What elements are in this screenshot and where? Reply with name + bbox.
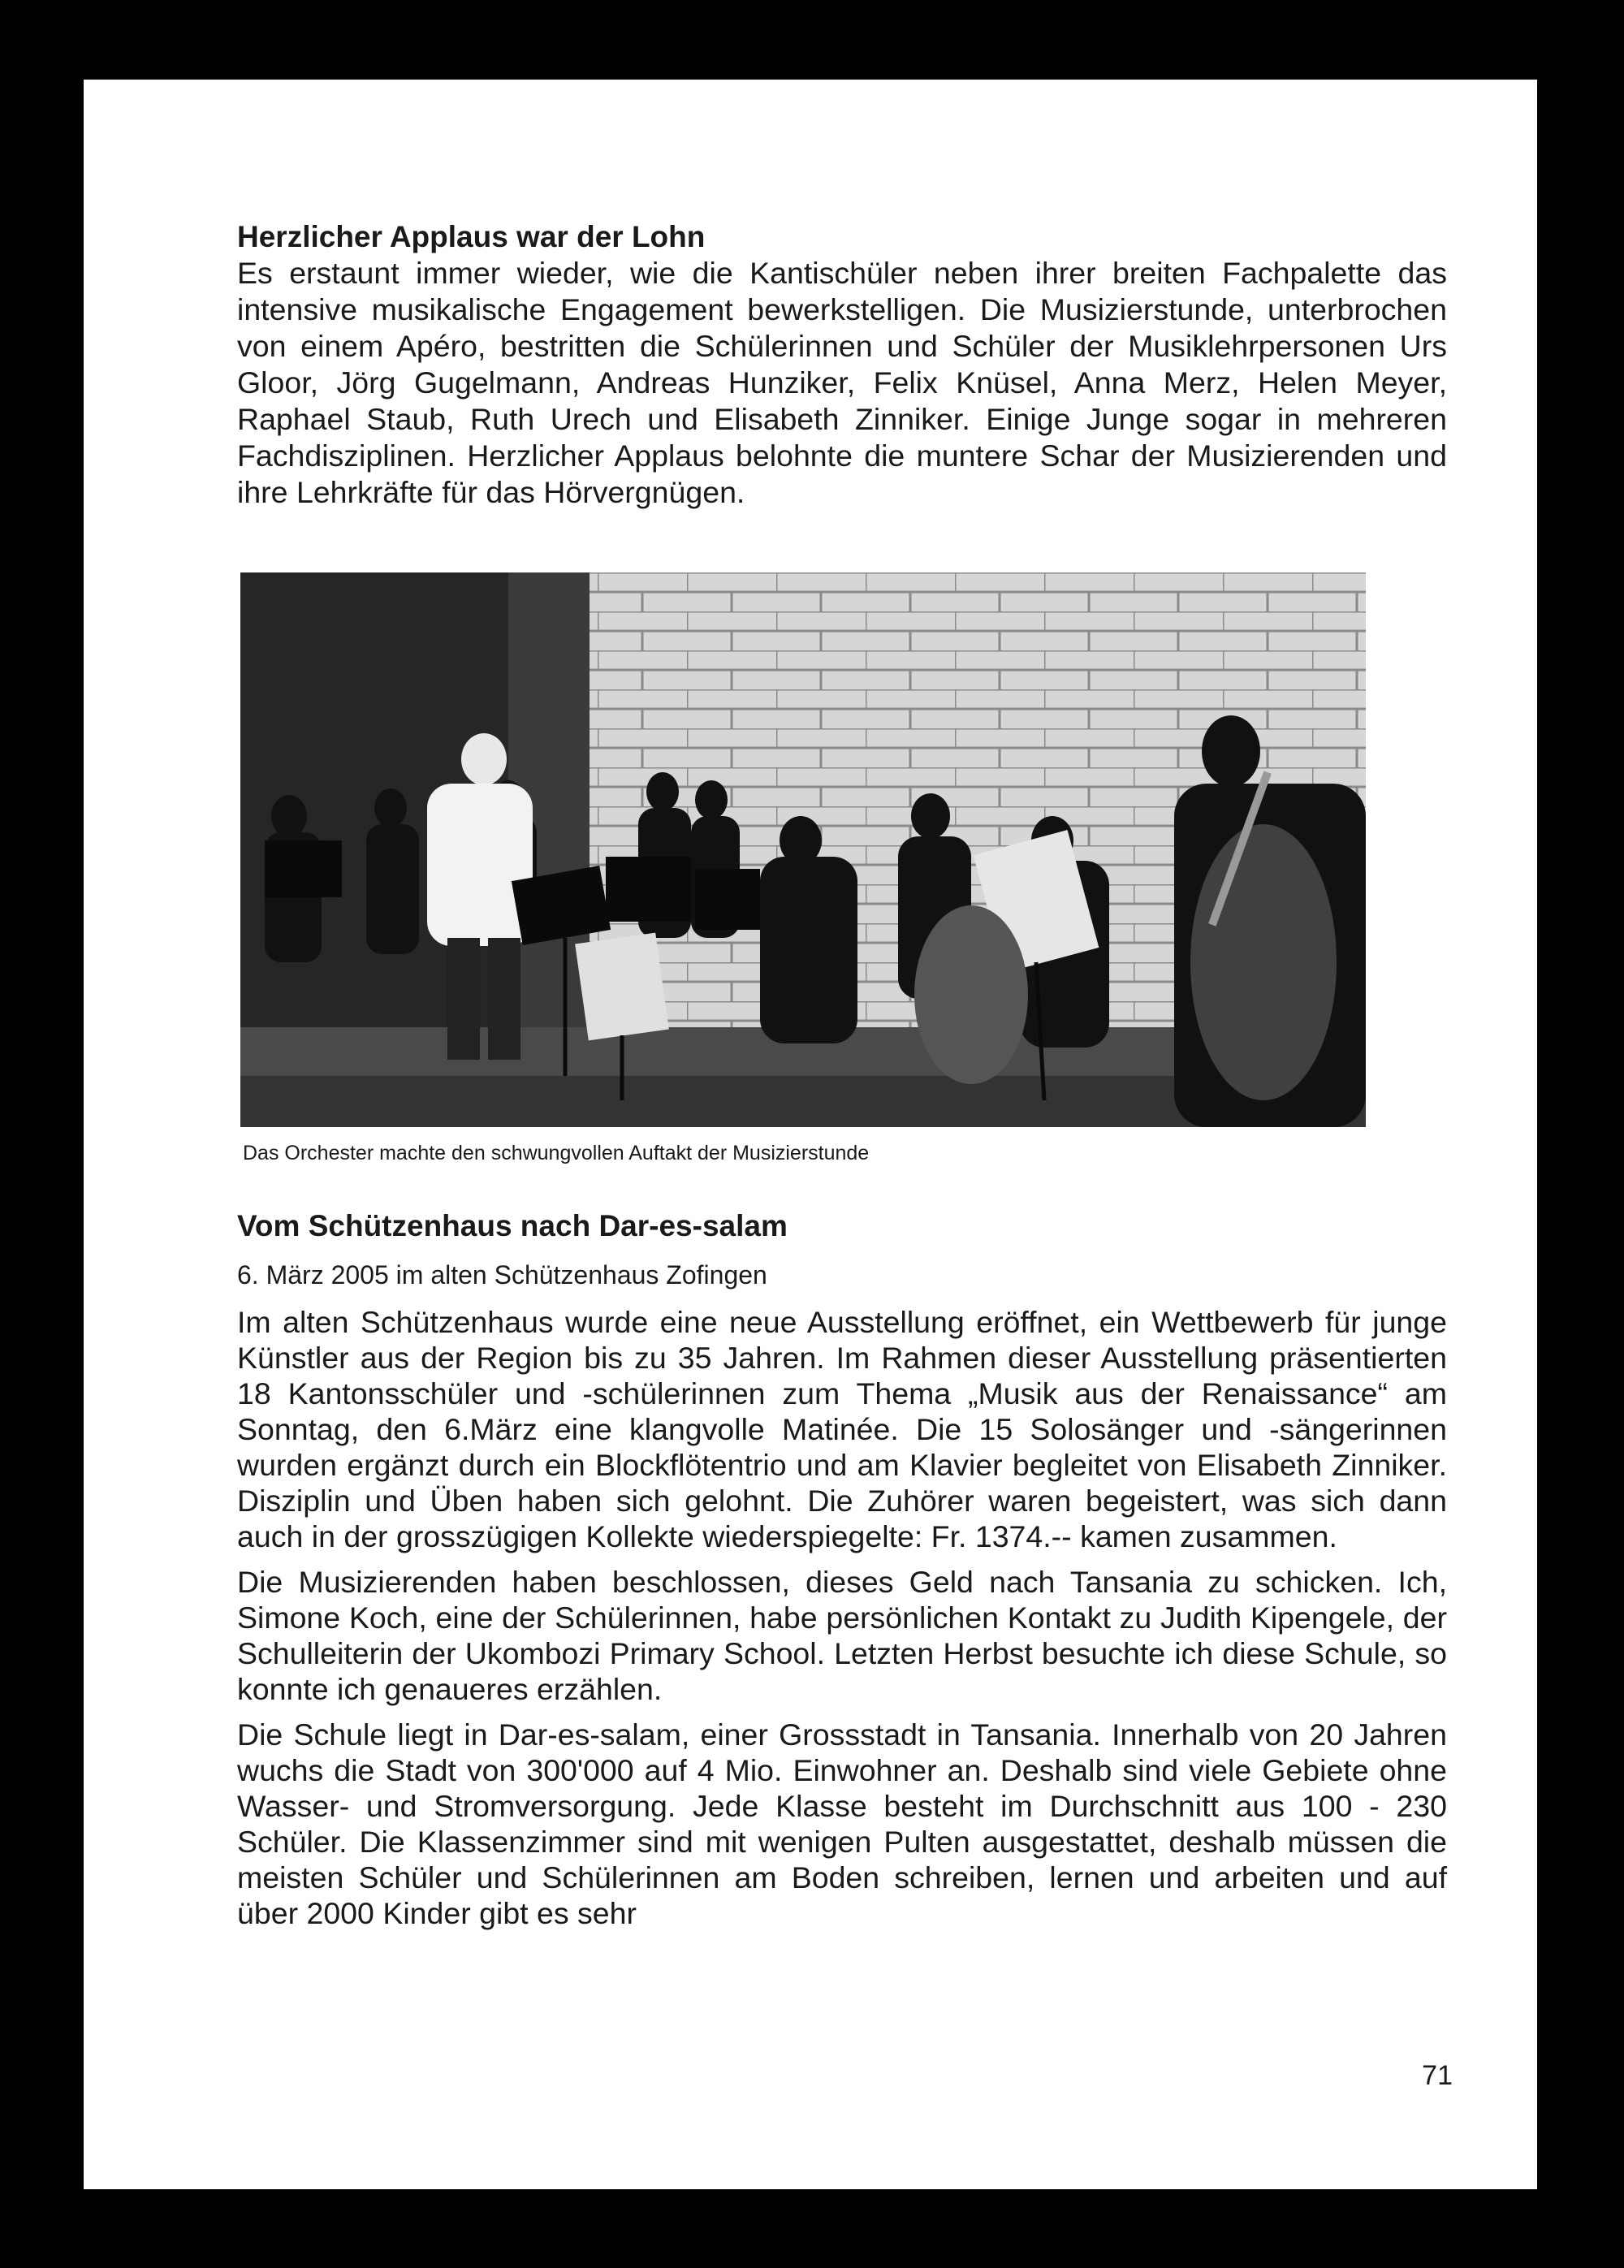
paragraph: Die Musizierenden haben beschlossen, dieses Geld nach Tansania zu schicken. Ich, Simone Koch, eine der Schülerinnen, habe persönlichen Kontakt zu Judith Kipengele, der Schulleiterin der Ukombozi Primary School. Letzten Herbst besuchte ich diese Schule, so konnte ich genaueres erzählen. bbox=[237, 1565, 1447, 1706]
page-number: 71 bbox=[1422, 2060, 1453, 2091]
section-heading: Vom Schützenhaus nach Dar-es-salam bbox=[237, 1209, 788, 1242]
orchestra-photo bbox=[240, 572, 1366, 1127]
section-dar-es-salam bbox=[237, 1208, 1447, 1941]
paragraph: Die Schule liegt in Dar-es-salam, einer Grossstadt in Tansania. Innerhalb von 20 Jahren wuchs die Stadt von 300'000 auf 4 Mio. Einwohner an. Deshalb sind viele Gebiete ohne Wasser- und Stromversorgung. Jede Klasse besteht im Durchschnitt aus 100 - 230 Schüler. Die Klassenzimmer sind mit wenigen Pulten ausgestattet, deshalb müssen die meisten Schüler und Schülerinnen am Boden schreiben, lernen und arbeiten und auf über 2000 Kinder gibt es sehr bbox=[237, 1717, 1447, 1930]
section-applause bbox=[237, 219, 1447, 511]
section-body: Es erstaunt immer wieder, wie die Kantischüler neben ihrer breiten Fachpalette das intensive musikalische Engagement bewerkstelligen. Die Musizierstunde, unterbrochen von einem Apéro, bestritten die Schülerinnen und Schüler der Musiklehrpersonen Urs Gloor, Jörg Gugelmann, Andreas Hunziker, Felix Knüsel, Anna Merz, Helen Meyer, Raphael Staub, Ruth Urech und Elisabeth Zinniker. Einige Junge sogar in mehreren Fachdisziplinen. Herzlicher Applaus belohnte die muntere Schar der Musizierenden und ihre Lehrkräfte für das Hörvergnügen. bbox=[237, 256, 1447, 509]
section-heading: Herzlicher Applaus war der Lohn bbox=[237, 220, 706, 253]
orchestra-photo-illustration bbox=[240, 572, 1366, 1127]
document-page bbox=[84, 80, 1537, 2189]
event-dateline: 6. März 2005 im alten Schützenhaus Zofingen bbox=[237, 1260, 767, 1290]
photo-caption: Das Orchester machte den schwungvollen Auftakt der Musizierstunde bbox=[243, 1142, 870, 1164]
paragraph: Im alten Schützenhaus wurde eine neue Ausstellung eröffnet, ein Wettbewerb für junge Künstler aus der Region bis zu 35 Jahren. Im Rahmen dieser Ausstellung präsentierten 18 Kantonsschüler und -schülerinnen zum Thema „Musik aus der Renaissance“ am Sonntag, den 6.März eine klangvolle Matinée. Die 15 Solosänger und -sängerinnen wurden ergänzt durch ein Blockflötentrio und am Klavier begleitet von Elisabeth Zinniker. Disziplin und Üben haben sich gelohnt. Die Zuhörer waren begeistert, was sich dann auch in der grosszügigen Kollekte wiederspiegelte: Fr. 1374.-- kamen zusammen. bbox=[237, 1305, 1447, 1553]
